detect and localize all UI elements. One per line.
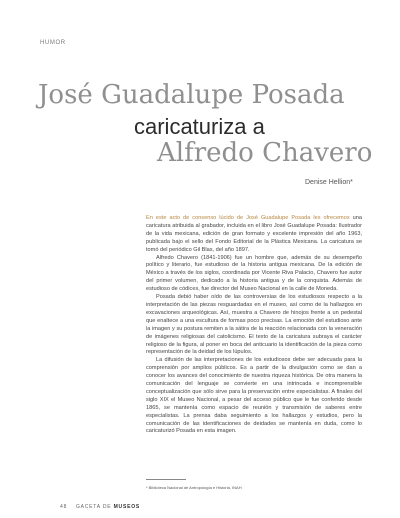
page-number: 48 (60, 504, 68, 510)
paragraph-4: La difusión de las interpretaciones de los estudiosos debe ser adecuada para la comprensión por amplios públicos. Es a partir de la divulgación como se dan a conocer los avances del conocimiento de nuestra riqueza histórica. De otra manera la comunicación del lenguaje se convierte en una intrincada e incomprensible conceptualización que sólo sirve para la preservación entre especialistas. A finales del siglo XIX el Museo Nacional, a pesar del acceso público que le fue conferido desde 1865, se mantenía como espacio de reunión y transmisión de saberes entre especialistas. La prensa daba seguimiento a los hallazgos y estudios, pero la comunicación de las identificaciones de deidades se mantenía en duda, como lo caricaturizó Posada en esta imagen. (146, 357, 362, 435)
footnote: * Biblioteca Nacional de Antropología e Historia, INAH (146, 485, 242, 490)
journal-name-prefix: GACETA DE (75, 504, 114, 510)
title-line-2: caricaturiza a (134, 114, 265, 139)
paragraph-1 (146, 215, 362, 255)
paragraph-3: Posada debió haber oído de las controversias de los estudiosos respecto a la interpretación de las piezas resguardadas en el museo, así como de la hallazgos en excavaciones arqueológicas. Así, muestra a Chavero de hinojos frente a un pedestal que enaltece a una escultura de formas poco precisas. La emoción del estudioso ante la imagen y su postura remiten a la sátira de la reacción relacionada con la veneración de imágenes religiosas del catolicismo. El texto de la caricatura subraya el carácter religioso de la figura, al poner en boca del anticuario la identificación de la pieza como representación de la deidad de los lúpulos. (146, 294, 362, 356)
lead-in-text: En este acto de consenso lúcido de José Guadalupe Posada les ofrecemos (146, 215, 350, 221)
footnote-rule (146, 479, 186, 480)
paragraph-1-text: una caricatura atribuida al grabador, incluida en el libro José Guadalupe Posada: Ilustrador de la vida mexicana, edición de gran formato y excelente impresión del año 1963, publicada bajo el sello del Fondo Editorial de la Plástica Mexicana. La caricatura se tomó del periódico Gil Blas, del año 1897. (146, 215, 362, 253)
title-line-3: Alfredo Chavero (157, 138, 373, 168)
paragraph-2: Alfredo Chavero (1841-1906) fue un hombre que, además de su desempeño político y literario, fue estudioso de la historia antigua mexicana. De la edición de México a través de los siglos, coordinada por Vicente Riva Palacio, Chavero fue autor del primer volumen, dedicado a la historia antigua y de la conquista. Además de estudioso de códices, fue director del Museo Nacional en la calle de Moneda. (146, 254, 362, 293)
journal-name-bold: MUSEOS (113, 504, 141, 510)
author-byline: Denise Hellion* (305, 179, 353, 186)
article-body (146, 215, 362, 436)
section-label: HUMOR (40, 40, 66, 46)
title-line-1: José Guadalupe Posada (38, 80, 345, 110)
page-folio (60, 504, 140, 510)
